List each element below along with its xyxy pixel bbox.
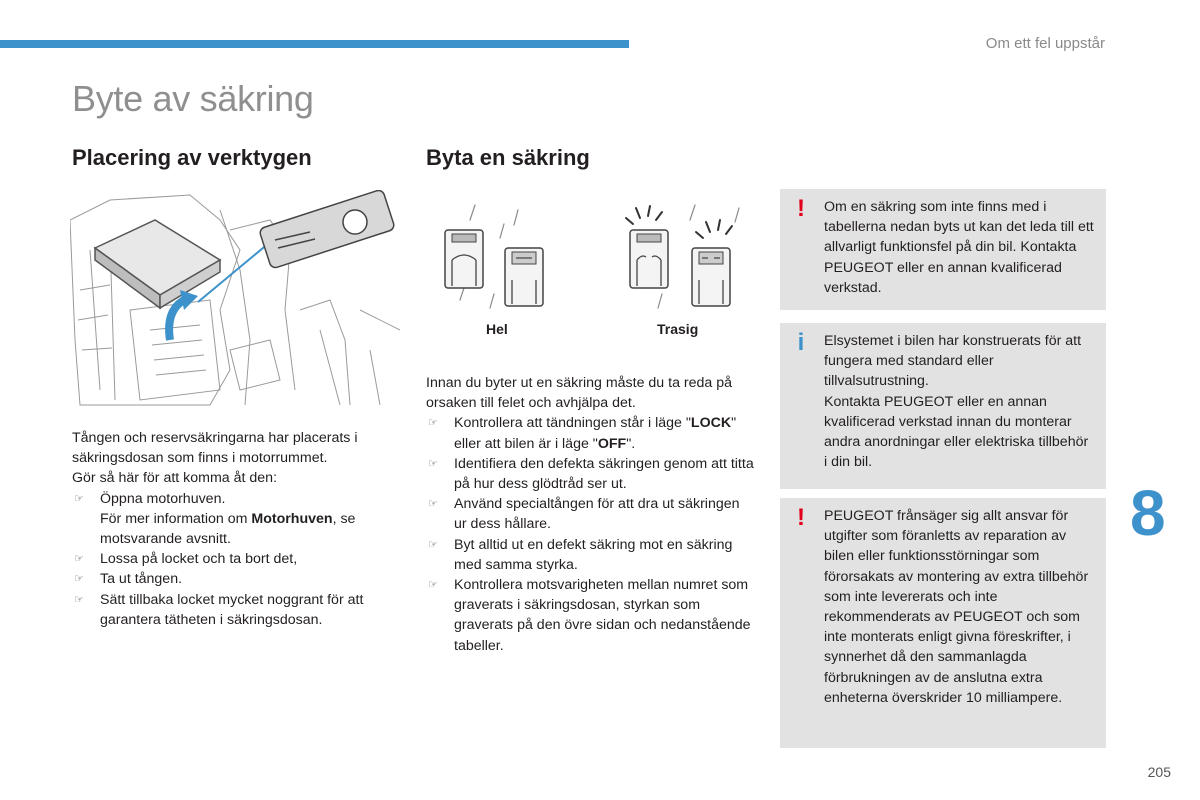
- warning-notice: [780, 498, 1106, 748]
- notice-text: Elsystemet i bilen har konstruerats för att fungera med standard eller tillvalsutrustning.: [824, 333, 1082, 390]
- warning-notice: [780, 189, 1106, 310]
- engine-fusebox-illustration: [70, 190, 400, 410]
- pointing-hand-icon: ☞: [74, 573, 84, 586]
- good-fuse-label: Hel: [486, 321, 508, 337]
- list-item: ☞ Öppna motorhuven. För mer information om Motorhuven, se motsvarande avsnitt.: [74, 490, 356, 548]
- chapter-number: 8: [1130, 477, 1166, 549]
- tool-location-text: [72, 428, 402, 630]
- pointing-hand-icon: ☞: [74, 492, 84, 505]
- list-item: ☞ Kontrollera motsvarigheten mellan numret som graverats i säkringsdosan, styrkan som graverats på den övre sidan och nedanstående tabeller.: [428, 577, 751, 654]
- off-mode-label: OFF: [597, 435, 627, 452]
- notice-text: PEUGEOT frånsäger sig allt ansvar för utgifter som föranletts av reparation av bilen eller funktionsstörningar som förorsakats av montering av extra tillbehör som inte levererats och inte rekommenderats av PEUGEOT och som inte monterats enligt givna föreskrifter, i synnerhet då den sammanlagda förbrukningen av de anslutna extra enheterna överskrider 10 milliampere.: [824, 508, 1089, 706]
- broken-fuse-label: Trasig: [657, 321, 699, 337]
- pointing-hand-icon: ☞: [428, 457, 438, 470]
- heading-tool-location: Placering av verktygen: [72, 145, 312, 170]
- pointing-hand-icon: ☞: [428, 579, 438, 592]
- intro-line: Tången och reservsäkringarna har placerats i: [72, 430, 358, 446]
- info-icon: i: [797, 329, 805, 356]
- replace-fuse-text: [426, 373, 756, 656]
- page-title: Byte av säkring: [72, 78, 314, 119]
- bonnet-reference: Motorhuven: [251, 510, 333, 527]
- pointing-hand-icon: ☞: [74, 553, 84, 566]
- broken-fuse-drawing: [630, 230, 730, 306]
- section-name: Om ett fel uppstår: [985, 35, 1105, 52]
- intro-line: säkringsdosan som finns i motorrummet.: [72, 450, 328, 467]
- page-number: 205: [1147, 764, 1171, 780]
- warning-exclamation-icon: !: [797, 195, 805, 222]
- warning-exclamation-icon: !: [797, 504, 805, 531]
- lock-mode-label: LOCK: [690, 415, 732, 432]
- list-item: ☞ Lossa på locket och ta bort det,: [72, 549, 402, 569]
- list-item: ☞ Ta ut tången.: [72, 569, 402, 589]
- list-item: ☞ Sätt tillbaka locket mycket noggrant för att garantera tätheten i säkringsdosan.: [74, 591, 364, 628]
- list-item: ☞ Kontrollera att tändningen står i läge "LOCK" eller att bilen är i läge "OFF".: [428, 415, 737, 452]
- header-accent-bar: [0, 40, 629, 48]
- info-notice: [780, 323, 1106, 489]
- list-item: ☞ Använd specialtången för att dra ut säkringen ur dess hållare.: [428, 496, 740, 533]
- pointing-hand-icon: ☞: [428, 538, 438, 551]
- notice-text: Kontakta PEUGEOT eller en annan kvalificerad verkstad innan du monterar andra anordningar eller elektriska tillbehör i din bil.: [824, 393, 1089, 471]
- list-item: ☞ Byt alltid ut en defekt säkring mot en säkring med samma styrka.: [428, 536, 733, 573]
- notice-text: Om en säkring som inte finns med i tabellerna nedan byts ut kan det leda till ett allvarligt funktionsfel på din bil. Kontakta PEUGEOT eller en annan kvalificerad verkstad.: [824, 199, 1094, 296]
- pointing-hand-icon: ☞: [428, 417, 438, 430]
- list-item: ☞ Identifiera den defekta säkringen genom att titta på hur dess glödtråd ser ut.: [428, 455, 754, 493]
- pointing-hand-icon: ☞: [74, 593, 84, 606]
- heading-replace-fuse: Byta en säkring: [426, 145, 590, 170]
- pointing-hand-icon: ☞: [428, 498, 438, 511]
- fuse-condition-illustration: [430, 200, 750, 318]
- intro-line: Gör så här för att komma åt den:: [72, 470, 278, 487]
- intro-paragraph: Innan du byter ut en säkring måste du ta reda på orsaken till felet och avhjälpa det.: [426, 375, 733, 412]
